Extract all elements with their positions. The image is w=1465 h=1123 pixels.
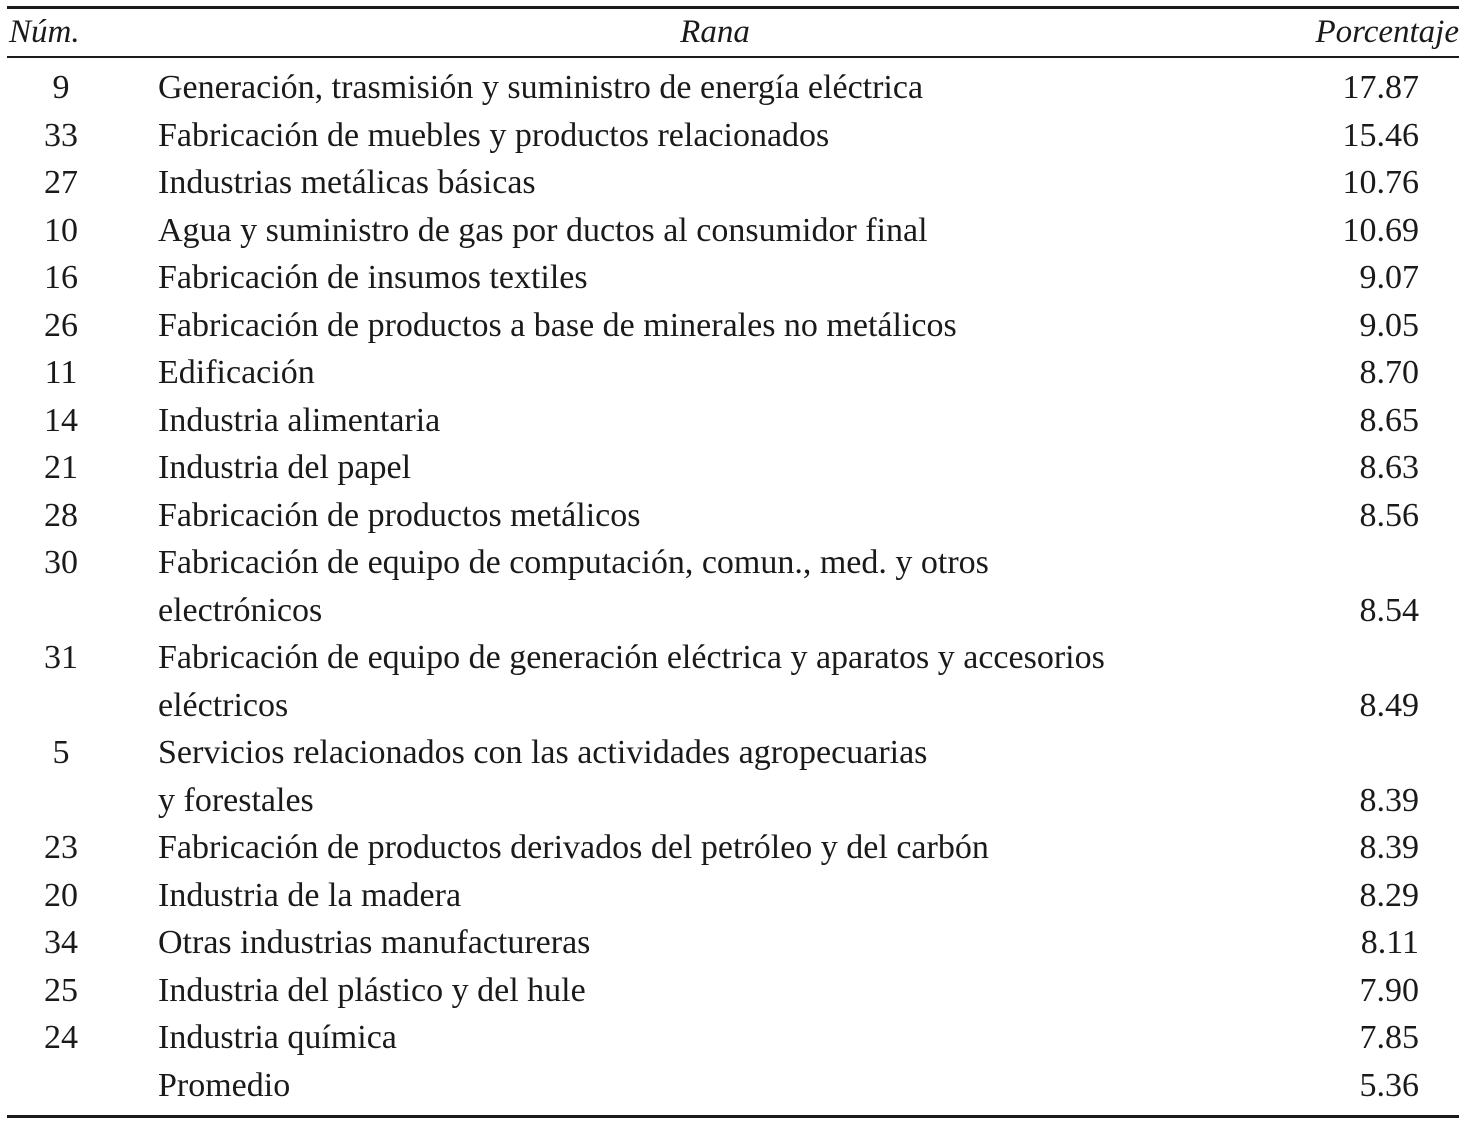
- row-rama: [158, 729, 1288, 824]
- row-pct: 17.87: [1342, 69, 1419, 106]
- row-pct: 8.49: [1359, 686, 1419, 724]
- row-num: 23: [44, 829, 78, 866]
- data-table: [7, 6, 1459, 1118]
- table-row: [7, 824, 1459, 872]
- row-pct: 8.63: [1359, 449, 1419, 486]
- average-pct: 5.36: [1359, 1066, 1419, 1104]
- row-num: 20: [44, 876, 78, 914]
- row-pct: 10.76: [1342, 164, 1419, 201]
- row-num: 11: [44, 354, 78, 391]
- row-num: 26: [44, 306, 78, 344]
- row-rama: Fabricación de productos derivados del petróleo y del carbón: [158, 829, 989, 866]
- row-num: 5: [52, 734, 70, 771]
- row-num: 21: [44, 449, 78, 486]
- header-num: Núm.: [9, 14, 80, 50]
- table-row: [7, 539, 1459, 634]
- row-rama: [158, 634, 1288, 729]
- table-row: [7, 64, 1459, 112]
- bottom-rule: [7, 1115, 1459, 1118]
- row-num: 34: [44, 924, 78, 961]
- table-row: [7, 112, 1459, 160]
- row-num: 24: [44, 1019, 78, 1056]
- row-rama-line: Servicios relacionados con las actividades agropecuarias: [158, 734, 928, 771]
- row-pct: 9.05: [1359, 306, 1419, 344]
- row-pct: 8.70: [1359, 354, 1419, 391]
- row-num: 10: [44, 211, 78, 249]
- table-row: [7, 967, 1459, 1015]
- table-row: [7, 444, 1459, 492]
- row-rama: Fabricación de productos a base de minerales no metálicos: [158, 306, 957, 344]
- row-rama: Agua y suministro de gas por ductos al consumidor final: [158, 211, 928, 249]
- table-row: [7, 634, 1459, 729]
- row-pct: 8.54: [1359, 591, 1419, 629]
- table-row: [7, 729, 1459, 824]
- row-rama: Industria del papel: [158, 449, 412, 486]
- table-row: [7, 254, 1459, 302]
- row-pct: 9.07: [1359, 259, 1419, 296]
- row-num: 31: [44, 639, 78, 676]
- row-rama-line: eléctricos: [158, 686, 289, 724]
- row-num: 9: [52, 69, 70, 106]
- row-num: 28: [44, 496, 78, 534]
- table-header: [7, 9, 1459, 56]
- row-rama: Otras industrias manufactureras: [158, 924, 591, 961]
- row-pct: 8.56: [1359, 496, 1419, 534]
- row-num: 30: [44, 544, 78, 581]
- row-pct: 8.29: [1359, 876, 1419, 914]
- table-row: [7, 302, 1459, 350]
- table-row: [7, 159, 1459, 207]
- row-rama: Industrias metálicas básicas: [158, 164, 536, 201]
- row-rama-line: Fabricación de equipo de generación eléctrica y aparatos y accesorios: [158, 639, 1105, 676]
- row-num: 14: [44, 401, 78, 439]
- row-rama-line: y forestales: [158, 781, 314, 819]
- row-rama: Generación, trasmisión y suministro de energía eléctrica: [158, 69, 924, 106]
- header-rama: Rana: [680, 14, 750, 50]
- row-rama-line: Fabricación de equipo de computación, comun., med. y otros: [158, 544, 989, 581]
- table-row: [7, 492, 1459, 540]
- row-pct: 7.90: [1359, 971, 1419, 1009]
- row-rama: Industria química: [158, 1019, 397, 1056]
- row-rama: Fabricación de insumos textiles: [158, 259, 588, 296]
- row-pct: 8.39: [1359, 781, 1419, 819]
- table-row: [7, 872, 1459, 920]
- row-pct: 7.85: [1359, 1019, 1419, 1056]
- row-num: 27: [44, 164, 78, 201]
- table-row: [7, 919, 1459, 967]
- row-pct: 15.46: [1342, 116, 1419, 154]
- row-num: 33: [44, 116, 78, 154]
- average-label: Promedio: [158, 1066, 291, 1104]
- row-rama: Fabricación de muebles y productos relacionados: [158, 116, 830, 154]
- row-num: 25: [44, 971, 78, 1009]
- row-rama: Industria alimentaria: [158, 401, 441, 439]
- table-row: [7, 397, 1459, 445]
- row-rama: Edificación: [158, 354, 315, 391]
- average-row: [7, 1062, 1459, 1110]
- header-porcentaje: Porcentaje: [1315, 14, 1459, 50]
- row-rama: Industria de la madera: [158, 876, 462, 914]
- table-row: [7, 349, 1459, 397]
- row-pct: 8.39: [1359, 829, 1419, 866]
- row-pct: 8.11: [1360, 924, 1419, 961]
- table-row: [7, 1014, 1459, 1062]
- row-pct: 8.65: [1359, 401, 1419, 439]
- row-rama: Fabricación de productos metálicos: [158, 496, 641, 534]
- row-rama-line: electrónicos: [158, 591, 323, 629]
- row-rama: [158, 539, 1288, 634]
- row-num: 16: [44, 259, 78, 296]
- table-body: [7, 58, 1459, 1109]
- row-rama: Industria del plástico y del hule: [158, 971, 586, 1009]
- table-row: [7, 207, 1459, 255]
- row-pct: 10.69: [1342, 211, 1419, 249]
